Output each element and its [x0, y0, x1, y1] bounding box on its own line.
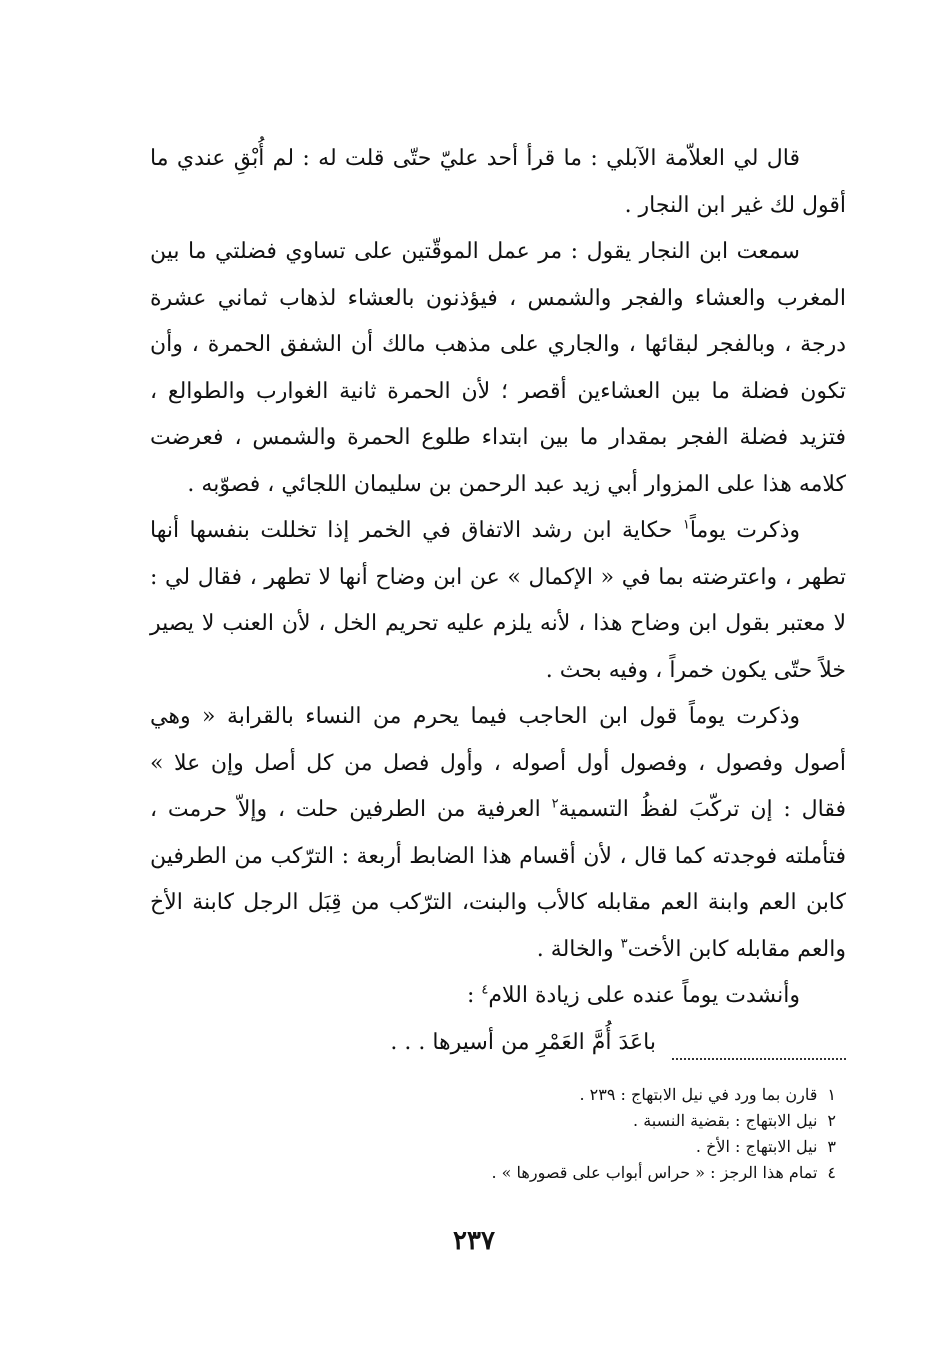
footnote-2-text: نيل الابتهاج : بقضية النسبة .: [633, 1111, 818, 1130]
footnote-3-text: نيل الابتهاج : الأخ .: [695, 1137, 818, 1156]
footnote-4: [300, 1160, 836, 1186]
paragraph-4: [150, 694, 846, 973]
footnote-separator: [672, 1058, 846, 1060]
paragraph-4-part-2: العرفية من الطرفين حلت ، وإلاّ حرمت ، فتأملته فوجدته كما قال ، لأن أقسام هذا الضابط أربعة : الترّكب من الطرفين كابن العم وابنة العم مقابله كالأب والبنت، الترّكب من قِبَل الرجل كابنة الأخ والعم مقابله كابن الأخت: [150, 797, 846, 962]
footnote-ref-3: ٣: [620, 936, 628, 952]
footnote-ref-2: ٢: [551, 796, 559, 812]
main-text: [150, 136, 846, 1066]
paragraph-5-part-1: وأنشدت يوماً عنده على زيادة اللام: [488, 983, 800, 1008]
footnote-ref-1: ١: [682, 517, 690, 533]
footnotes: [300, 1082, 836, 1186]
footnote-4-text: تمام هذا الرجز : « حراس أبواب على قصورها » .: [491, 1163, 818, 1182]
footnote-2-number: ٢: [827, 1111, 836, 1130]
footnote-1: [300, 1082, 836, 1108]
footnote-3: [300, 1134, 836, 1160]
paragraph-3-part-1: وذكرت يوماً: [689, 518, 800, 543]
paragraph-5: [150, 973, 846, 1020]
paragraph-4-part-1: وذكرت يوماً قول ابن الحاجب فيما يحرم من النساء بالقرابة « وهي أصول وفصول ، وفصول أول أصوله ، وأول فصل من كل أصل وإن علا » فقال : إن تركّبَ لفظُ التسمية: [150, 704, 846, 822]
paragraph-1: قال لي العلاّمة الآبلي : ما قرأ أحد عليّ حتّى قلت له : لم أُبْقِ عندي ما أقول لك غير ابن النجار .: [150, 146, 846, 218]
footnote-3-number: ٣: [827, 1137, 836, 1156]
footnote-4-number: ٤: [827, 1163, 836, 1182]
paragraph-3: [150, 508, 846, 694]
paragraph-4-part-3: والخالة .: [536, 936, 621, 962]
page-number: ٢٣٧: [453, 1226, 495, 1256]
footnote-1-number: ١: [827, 1085, 836, 1104]
footnote-2: [300, 1108, 836, 1134]
footnote-1-text: قارن بما ورد في نيل الابتهاج : ٢٣٩ .: [579, 1085, 818, 1104]
paragraph-3-part-2: حكاية ابن رشد الاتفاق في الخمر إذا تخللت بنفسها أنها تطهر ، واعترضته بما في « الإكمال » عن ابن وضاح أنها لا تطهر ، فقال لي : لا معتبر بقول ابن وضاح هذا ، لأنه يلزم عليه تحريم الخل ، لأن العنب لا يصير خلاً حتّى يكون خمراً ، وفيه بحث .: [150, 518, 846, 683]
poem-verse: باعَدَ أُمَّ العَمْرِ من أسيرها . . .: [390, 1029, 656, 1055]
footnote-ref-4: ٤: [481, 982, 489, 998]
paragraph-2: سمعت ابن النجار يقول : مر عمل الموقّتين على تساوي فضلتي ما بين المغرب والعشاء والفجر والشمس ، فيؤذنون بالعشاء لذهاب ثماني عشرة درجة ، وبالفجر لبقائها ، والجاري على مذهب مالك أن الشفق الحمرة ، وأن تكون فضلة ما بين العشاءين أقصر ؛ لأن الحمرة ثانية الغوارب والطوالع ، فتزيد فضلة الفجر بمقدار ما بين ابتداء طلوع الحمرة والشمس ، فعرضت كلامه هذا على المزوار أبي زيد عبد الرحمن بن سليمان اللجائي ، فصوّبه .: [150, 239, 846, 497]
paragraph-5-part-2: :: [467, 983, 482, 1008]
